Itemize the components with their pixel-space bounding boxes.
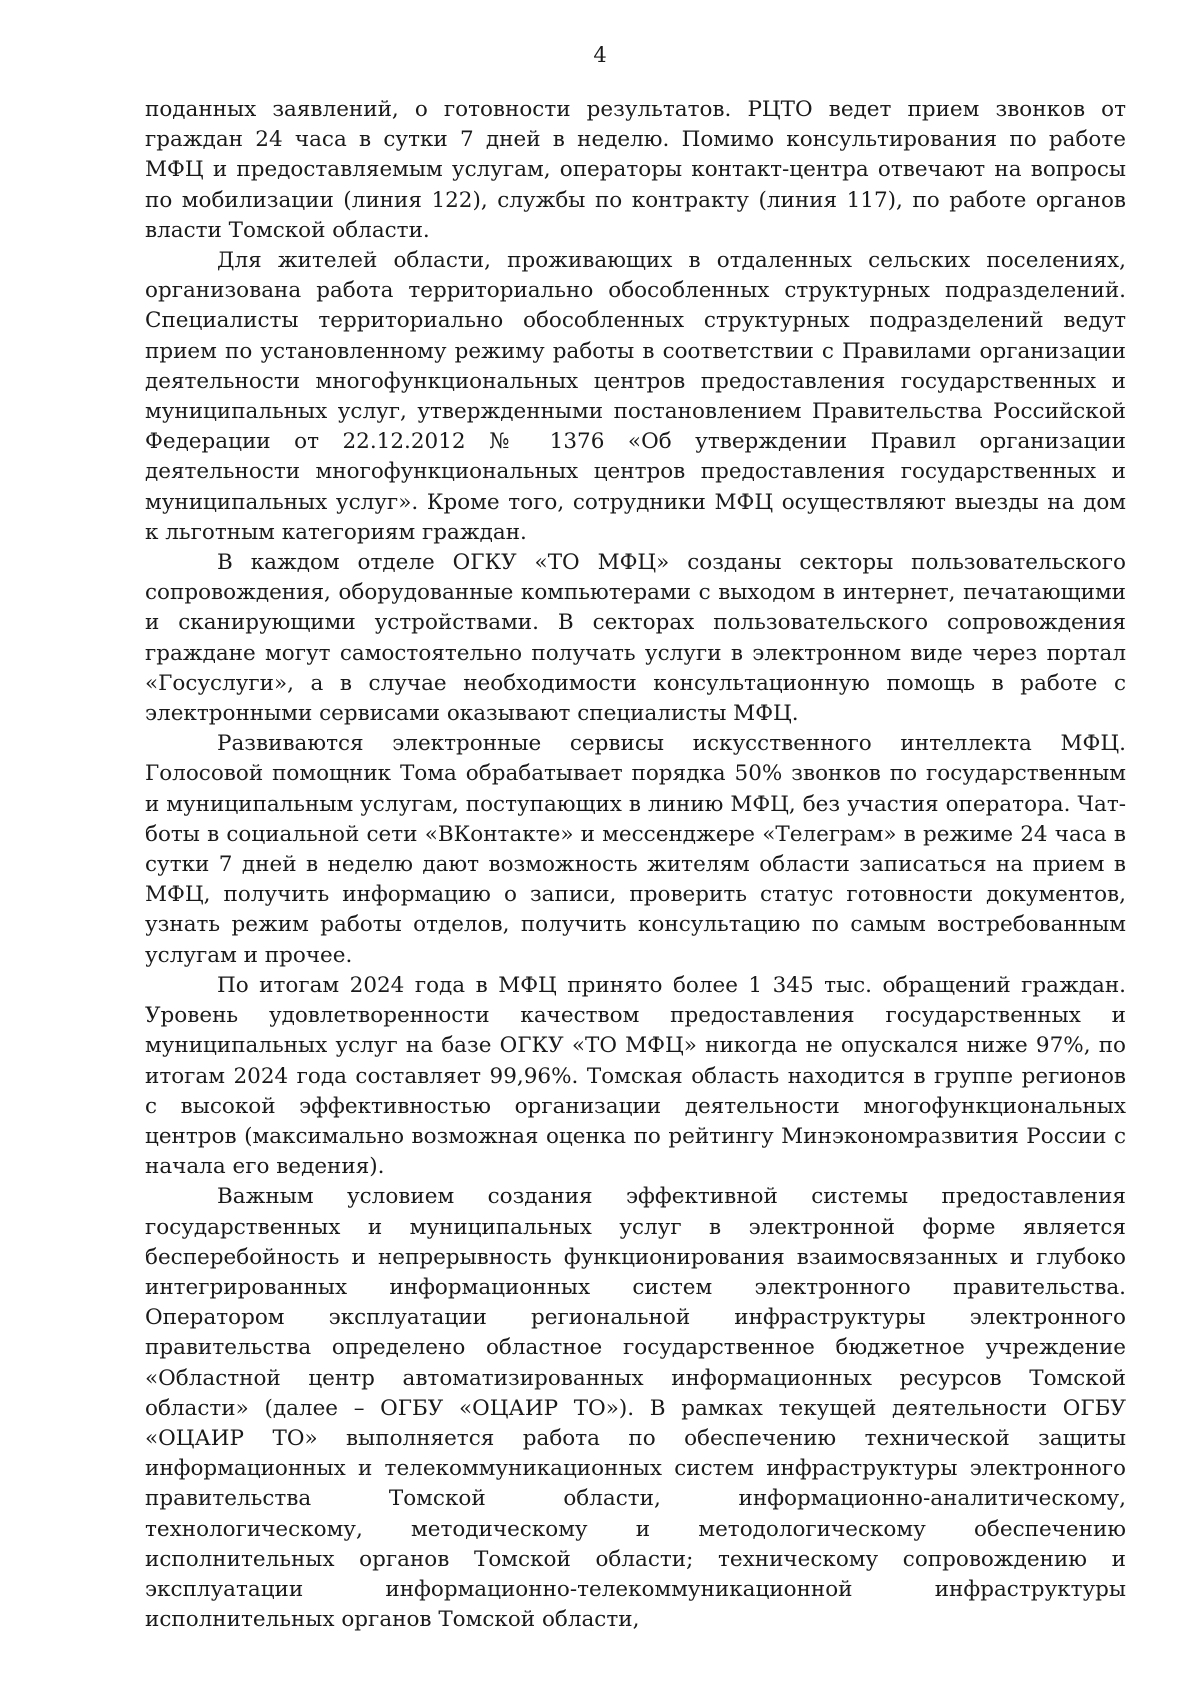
page-number: 4: [593, 43, 607, 67]
paragraph-user-support-sectors: В каждом отделе ОГКУ «ТО МФЦ» созданы секторы пользовательского сопровождения, оборудованные компьютерами с выходом в интернет, печатающими и сканирующими устройствами. В секторах пользовательского сопровождения граждане могут самостоятельно получать услуги в электронном виде через портал «Госуслуги», а в случае необходимости консультационную помощь в работе с электронными сервисами оказывают специалисты МФЦ.: [145, 550, 1126, 727]
paragraph-remote-settlements: Для жителей области, проживающих в отдаленных сельских поселениях, организована работа территориально обособленных структурных подразделений. Специалисты территориально обособленных структурных подразделений ведут прием по установленному режиму работы в соответствии с Правилами организации деятельности многофункциональных центров предоставления государственных и муниципальных услуг, утвержденными постановлением Правительства Российской Федерации от 22.12.2012 № 1376 «Об утверждении Правил организации деятельности многофункциональных центров предоставления государственных и муниципальных услуг». Кроме того, сотрудники МФЦ осуществляют выезды на дом к льготным категориям граждан.: [145, 248, 1126, 545]
document-body: [145, 95, 1126, 1635]
paragraph-2024-results: По итогам 2024 года в МФЦ принято более 1 345 тыс. обращений граждан. Уровень удовлетворенности качеством предоставления государственных и муниципальных услуг на базе ОГКУ «ТО МФЦ» никогда не опускался ниже 97%, по итогам 2024 года составляет 99,96%. Томская область находится в группе регионов с высокой эффективностью организации деятельности многофункциональных центров (максимально возможная оценка по рейтингу Минэкономразвития России с начала его ведения).: [145, 972, 1126, 1180]
paragraph-ai-services: Развиваются электронные сервисы искусственного интеллекта МФЦ. Голосовой помощник Тома обрабатывает порядка 50% звонков по государственным и муниципальным услугам, поступающих в линию МФЦ, без участия оператора. Чат-боты в социальной сети «ВКонтакте» и мессенджере «Телеграм» в режиме 24 часа в сутки 7 дней в неделю дают возможность жителям области записаться на прием в МФЦ, получить информацию о записи, проверить статус готовности документов, узнать режим работы отделов, получить консультацию по самым востребованным услугам и прочее.: [145, 731, 1126, 968]
paragraph-continuation: поданных заявлений, о готовности результатов. РЦТО ведет прием звонков от граждан 24 часа в сутки 7 дней в неделю. Помимо консультирования по работе МФЦ и предоставляемым услугам, операторы контакт-центра отвечают на вопросы по мобилизации (линия 122), службы по контракту (линия 117), по работе органов власти Томской области.: [145, 97, 1126, 243]
paragraph-e-government-operator: Важным условием создания эффективной системы предоставления государственных и муниципальных услуг в электронной форме является бесперебойность и непрерывность функционирования взаимосвязанных и глубоко интегрированных информационных систем электронного правительства. Оператором эксплуатации региональной инфраструктуры электронного правительства определено областное государственное бюджетное учреждение «Областной центр автоматизированных информационных ресурсов Томской области» (далее – ОГБУ «ОЦАИР ТО»). В рамках текущей деятельности ОГБУ «ОЦАИР ТО» выполняется работа по обеспечению технической защиты информационных и телекоммуникационных систем инфраструктуры электронного правительства Томской области, информационно-аналитическому, технологическому, методическому и методологическому обеспечению исполнительных органов Томской области; техническому сопровождению и эксплуатации информационно-телекоммуникационной инфраструктуры исполнительных органов Томской области,: [145, 1184, 1126, 1633]
